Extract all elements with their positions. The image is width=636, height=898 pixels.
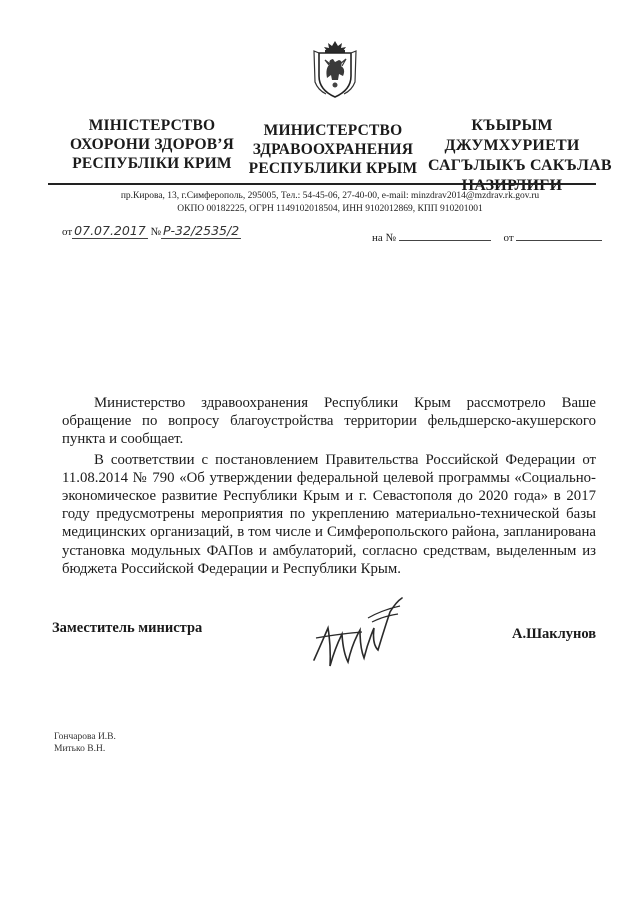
signatory-name: А.Шаклунов: [512, 626, 597, 642]
header-left-line: РЕСПУБЛІКИ КРИМ: [72, 155, 232, 172]
reply-number-field: [399, 229, 491, 241]
header-right-line: КЪЫРЫМ: [471, 117, 553, 134]
executor-name: Митько В.Н.: [54, 744, 106, 754]
header-center-line: РЕСПУБЛИКИ КРЫМ: [248, 160, 418, 177]
body-paragraph: В соответствии с постановлением Правительства Российской Федерации от 11.08.2014 № 790 «Об утверждении федеральной целевой программы «Социально-экономическое развитие Республики Крым и г. Севастополя до 2020 года» в 2017 году предусмотрены мероприятия по укреплению материально-технической базы медицинских организаций, в том числе и Симферопольского района, запланирована установка модульных ФАПов и амбулаторий, согласно средствам, выделенным из бюджета Российской Федерации и Республики Крым.: [62, 451, 596, 577]
header-center-line: ЗДРАВООХРАНЕНИЯ: [252, 141, 414, 158]
date-prefix: от: [62, 226, 73, 238]
header-right-line: НАЗИРЛИГИ: [461, 177, 563, 194]
executor-name: Гончарова И.В.: [54, 732, 116, 742]
contact-address: пр.Кирова, 13, г.Симферополь, 295005, Тел.: 54-45-06, 27-40-00, e-mail: minzdrav2014@mzdrav.rk.gov.ru: [120, 191, 540, 201]
reply-number-prefix: на №: [372, 232, 397, 244]
handwritten-signature: [308, 588, 408, 676]
header-right-line: САГЪЛЫКЪ САКЪЛАВ: [428, 157, 612, 174]
signatory-title: Заместитель министра: [52, 620, 203, 636]
registration-outgoing: [62, 223, 241, 238]
registration-incoming: [372, 229, 602, 244]
header-russian: [248, 121, 418, 178]
letter-body: [62, 394, 596, 580]
header-center-line: МИНИСТЕРСТВО: [263, 122, 403, 139]
reply-date-prefix: от: [503, 232, 514, 244]
outgoing-number: Р-32/2535/2: [163, 223, 240, 238]
contact-codes: ОКПО 00182225, ОГРН 1149102018504, ИНН 9102012869, КПП 910201001: [177, 204, 483, 214]
header-left-line: МІНІСТЕРСТВО: [88, 117, 216, 134]
number-prefix: №: [150, 226, 161, 238]
header-left-line: ОХОРОНИ ЗДОРОВ’Я: [69, 136, 234, 153]
header-divider: [48, 183, 596, 185]
crimea-emblem-icon: [312, 38, 358, 100]
header-ukrainian: [52, 116, 252, 173]
outgoing-date: 07.07.2017: [74, 223, 146, 238]
header-right-line: ДЖУМХУРИЕТИ: [444, 137, 580, 154]
reply-date-field: [516, 229, 602, 241]
body-paragraph: Министерство здравоохранения Республики Крым рассмотрело Ваше обращение по вопросу благоустройства территории фельдшерско-акушерского пункта и сообщает.: [62, 395, 596, 448]
